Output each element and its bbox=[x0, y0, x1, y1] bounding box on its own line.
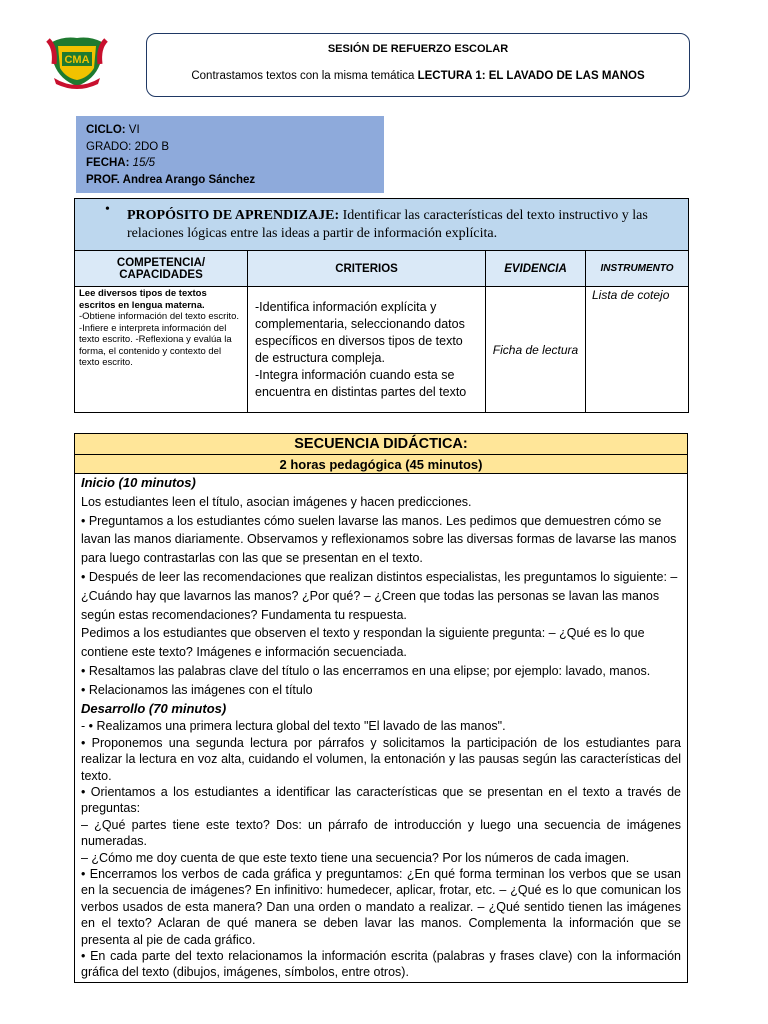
teacher-name: PROF. Andrea Arango Sánchez bbox=[86, 173, 256, 186]
inicio-paragraph: Los estudiantes leen el título, asocian imágenes y hacen predicciones. bbox=[81, 494, 472, 509]
prof-line bbox=[86, 172, 374, 189]
competencia-text: Lee diversos tipos de textos escritos en lengua materna. bbox=[79, 288, 207, 311]
svg-text:CMA: CMA bbox=[64, 54, 90, 66]
desarrollo-title: Desarrollo (70 minutos) bbox=[81, 700, 227, 716]
ciclo-label: CICLO: bbox=[86, 124, 126, 136]
desarrollo-paragraph: • En cada parte del texto relacionamos la información escrita (palabras y frases clave) con la información gráfica del texto (dibujos, imágenes, símbolos, entre otros). bbox=[81, 949, 681, 980]
desarrollo-paragraph: – ¿Cómo me doy cuenta de que este texto tiene una secuencia? Por los números de cada imagen. bbox=[81, 850, 630, 865]
session-title: SESIÓN DE REFUERZO ESCOLAR bbox=[327, 43, 509, 55]
ciclo-line bbox=[86, 122, 374, 139]
inicio-paragraph: • Preguntamos a los estudiantes cómo suelen lavarse las manos. Les pedimos que demuestren cómo se lavan las manos diariamente. Observamos y reflexionamos sobre las diversas formas de lavarse las manos para luego contrastarlas con las que se presentan en el texto. bbox=[81, 513, 677, 566]
inicio-title: Inicio (10 minutos) bbox=[81, 475, 196, 490]
subtitle-reading: LECTURA 1: EL LAVADO DE LAS MANOS bbox=[417, 70, 645, 82]
session-subtitle bbox=[147, 70, 689, 82]
header-instrumento: INSTRUMENTO bbox=[586, 251, 689, 287]
subtitle-prefix: Contrastamos textos con la misma temática bbox=[191, 70, 418, 82]
desarrollo-paragraph: • Proponemos una segunda lectura por párrafos y solicitamos la participación de los estudiantes para realizar la lectura en voz alta, cuidando el volumen, la entonación y las pausas según las características del texto. bbox=[81, 735, 681, 783]
capacidades-cell bbox=[75, 287, 248, 413]
desarrollo-paragraph: - • Realizamos una primera lectura global del texto "El lavado de las manos". bbox=[81, 719, 506, 734]
purpose-cell bbox=[75, 199, 689, 251]
purpose-text bbox=[105, 207, 678, 243]
sequence-body bbox=[75, 474, 688, 983]
capacidades-text: -Obtiene información del texto escrito. -Infiere e interpreta información del texto escrito. -Reflexiona y evalúa la forma, el contenido y contexto del texto escrito. bbox=[79, 311, 239, 368]
inicio-paragraph: • Después de leer las recomendaciones que realizan distintos especialistas, les preguntamos lo siguiente: – ¿Cuándo hay que lavarnos las manos? ¿Por qué? – ¿Creen que todas las personas se lavan las manos según estas recomendaciones? Fundamenta tu respuesta. bbox=[81, 569, 678, 622]
purpose-bullet: • bbox=[105, 202, 110, 217]
inicio-paragraph: • Relacionamos las imágenes con el título bbox=[81, 682, 313, 697]
sequence-duration: 2 horas pedagógica (45 minutos) bbox=[75, 455, 688, 474]
purpose-description: Identificar las características del texto instructivo y las relaciones lógicas entre las ideas a partir de información explícita. bbox=[127, 207, 648, 241]
grado-value: 2DO B bbox=[131, 140, 170, 153]
learning-purpose-table bbox=[74, 198, 689, 413]
fecha-value: 15/5 bbox=[129, 157, 156, 169]
sequence-table bbox=[74, 433, 688, 983]
fecha-label: FECHA: bbox=[86, 157, 130, 169]
header-evidencia: EVIDENCIA bbox=[486, 251, 586, 287]
ciclo-value: VI bbox=[125, 124, 140, 136]
school-logo bbox=[44, 34, 110, 92]
desarrollo-paragraph: • Encerramos los verbos de cada gráfica y preguntamos: ¿En qué forma terminan los verbos que se usan en la secuencia de imágenes? En infinitivo: humedecer, aplicar, frotar, etc. – ¿Qué es lo que comunican los verbos usados de esta manera? Dan una orden o mandato a realizar. – ¿Qué sentido tienen las imágenes en el texto? Aclaran de qué manera se deben lavar las manos. Complementa la información que se presenta al pie de cada gráfico. bbox=[81, 867, 681, 947]
criterio-2: -Integra información cuando esta se encuentra en distintas partes del texto bbox=[255, 367, 467, 399]
criterios-cell bbox=[248, 287, 486, 413]
header-criterios: CRITERIOS bbox=[248, 251, 486, 287]
grado-line bbox=[86, 139, 374, 156]
purpose-label: PROPÓSITO DE APRENDIZAJE: bbox=[127, 207, 340, 223]
sequence-title: SECUENCIA DIDÁCTICA: bbox=[75, 434, 688, 455]
instrumento-cell: Lista de cotejo bbox=[586, 287, 689, 413]
header-box bbox=[146, 33, 690, 97]
header-competencia: COMPETENCIA/ CAPACIDADES bbox=[75, 251, 248, 287]
desarrollo-paragraph: • Orientamos a los estudiantes a identificar las características que se presentan en el texto a través de preguntas: bbox=[81, 784, 681, 816]
evidencia-cell: Ficha de lectura bbox=[486, 287, 586, 413]
fecha-line bbox=[86, 155, 374, 172]
inicio-paragraph: • Resaltamos las palabras clave del título o las encerramos en una elipse; por ejemplo: lavado, manos. bbox=[81, 663, 651, 678]
inicio-paragraph: Pedimos a los estudiantes que observen el texto y respondan la siguiente pregunta: – ¿Qué es lo que contiene este texto? Imágenes e información secuenciada. bbox=[81, 626, 645, 660]
criterio-1: -Identifica información explícita y complementaria, seleccionando datos específicos en diversos tipos de texto de estructura compleja. bbox=[255, 299, 465, 365]
info-box bbox=[76, 116, 384, 193]
grado-label: GRADO: bbox=[86, 140, 132, 153]
school-crest-icon bbox=[44, 34, 110, 92]
desarrollo-paragraph: – ¿Qué partes tiene este texto? Dos: un párrafo de introducción y luego una secuencia de imágenes numeradas. bbox=[81, 817, 681, 849]
